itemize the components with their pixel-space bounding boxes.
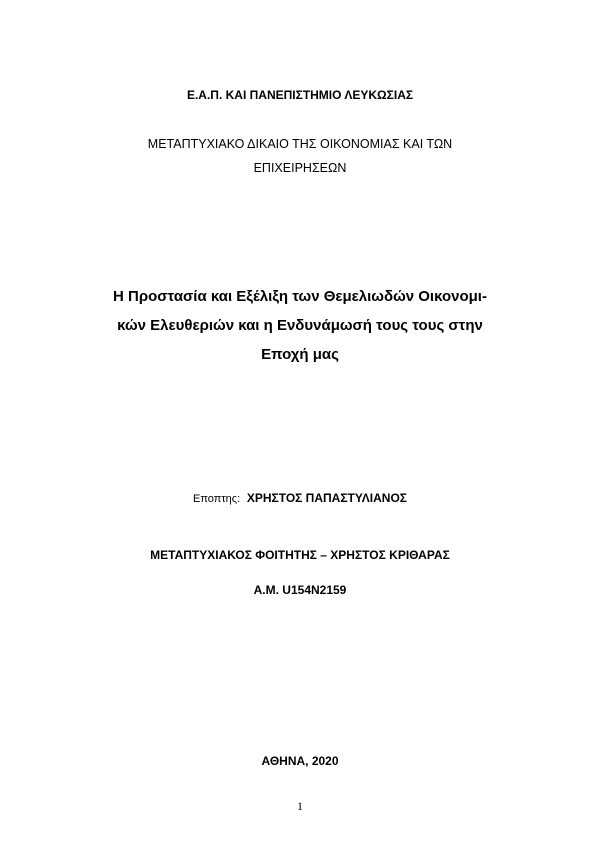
institution-name: Ε.Α.Π. ΚΑΙ ΠΑΝΕΠΙΣΤΗΜΙΟ ΛΕΥΚΩΣΙΑΣ [186,88,414,102]
registration-number: Α.Μ. U154N2159 [253,583,347,597]
program-name-line-2: ΕΠΙΧΕΙΡΗΣΕΩΝ [253,161,347,175]
thesis-title-line-2: κών Ελευθεριών και η Ενδυνάμωσή τους τους στην [117,317,483,334]
supervisor-label: Εποπτης: [193,493,241,505]
student-line: ΜΕΤΑΠΤΥΧΙΑΚΟΣ ΦΟΙΤΗΤΗΣ – ΧΡΗΣΤΟΣ ΚΡΙΘΑΡΑΣ [150,548,450,562]
thesis-title-line-1: Η Προστασία και Εξέλιξη των Θεμελιωδών Οικονομι- [113,288,487,305]
supervisor-name: ΧΡΗΣΤΟΣ ΠΑΠΑΣΤΥΛΙΑΝΟΣ [246,491,407,505]
thesis-title-line-3: Εποχή μας [261,346,339,363]
place-and-date: ΑΘΗΝΑ, 2020 [261,754,339,768]
page-number: 1 [297,799,303,813]
supervisor-line [0,491,600,505]
program-name-line-1: ΜΕΤΑΠΤΥΧΙΑΚΟ ΔΙΚΑΙΟ ΤΗΣ ΟΙΚΟΝΟΜΙΑΣ ΚΑΙ ΤΩΝ [147,137,453,151]
